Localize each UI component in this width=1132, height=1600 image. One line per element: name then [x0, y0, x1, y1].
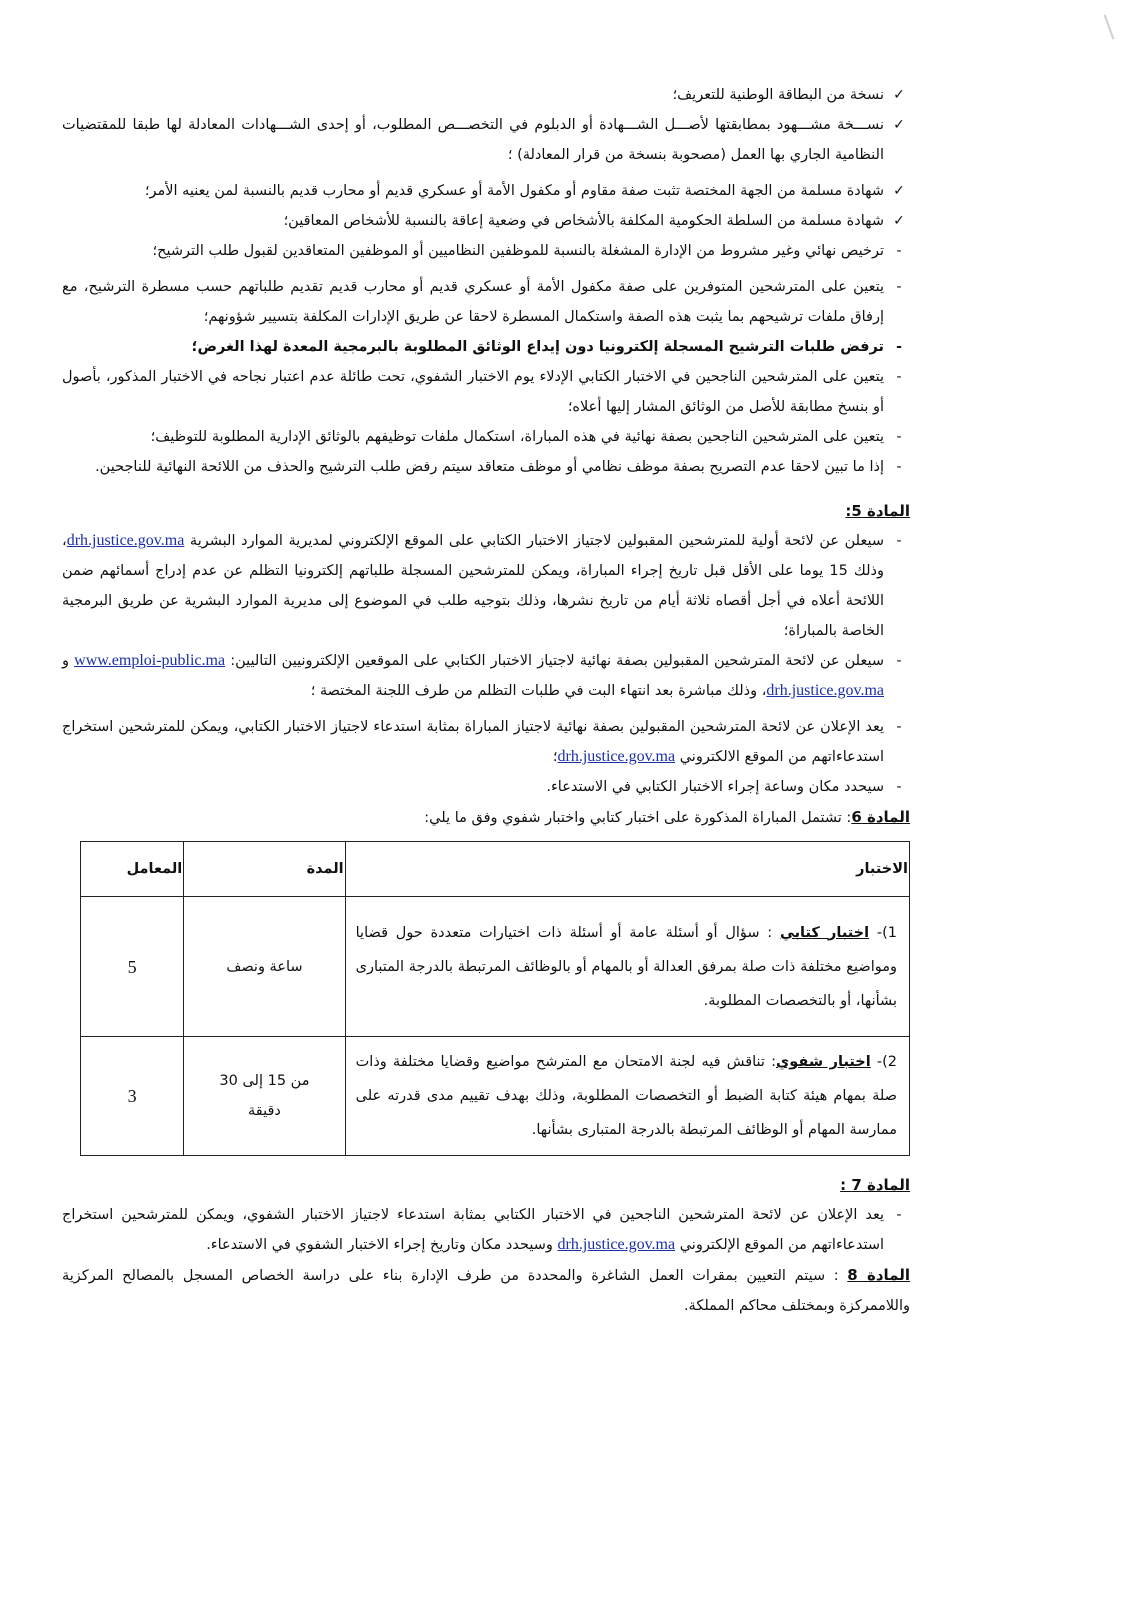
- list-item: [62, 206, 910, 236]
- list-item: [62, 110, 910, 170]
- exam-description: [345, 1037, 909, 1156]
- list-item-text: ، وذلك مباشرة بعد انتهاء البت في طلبات التظلم من طرف اللجنة المختصة ؛: [310, 683, 767, 699]
- dash-bullet: -: [896, 653, 902, 669]
- check-icon: ✓: [893, 87, 905, 103]
- article-7-list: [62, 1200, 910, 1260]
- table-row: [81, 897, 910, 1037]
- article-8-text: : سيتم التعيين بمقرات العمل الشاغرة والمحددة من طرف الإدارة بناء على دراسة الخصاص المسجل بالمصالح المركزية واللاممركزة وبمختلف محاكم المملكة.: [62, 1268, 910, 1314]
- list-item-text: سيعلن عن لائحة المترشحين المقبولين بصفة نهائية لاجتياز الاختبار الكتابي على الموقعين الإلكترونيين التاليين:: [230, 653, 884, 669]
- list-item: [62, 772, 910, 802]
- drh-website-link[interactable]: drh.justice.gov.ma: [66, 532, 185, 549]
- list-item-text: ؛: [552, 749, 558, 765]
- list-item: [62, 422, 910, 452]
- article-6-heading: المادة 6: [851, 808, 910, 826]
- dash-bullet: -: [896, 279, 902, 295]
- exam-description: [345, 897, 909, 1037]
- list-item-text: سيعلن عن لائحة أولية للمترشحين المقبولين لاجتياز الاختبار الكتابي على الموقع الإلكتروني لمديرية الموارد البشرية: [189, 533, 884, 549]
- list-item: [62, 80, 910, 110]
- list-item-text: وسيحدد مكان وتاريخ إجراء الاختبار الشفوي في الاستدعاء.: [206, 1237, 558, 1253]
- list-item-text: ترخيص نهائي وغير مشروط من الإدارة المشغلة بالنسبة للموظفين النظاميين أو الموظفين المتعاقدين لقبول طلب الترشيح؛: [152, 243, 884, 259]
- list-item-text: يعد الإعلان عن لائحة المترشحين المقبولين بصفة نهائية لاجتياز المباراة بمثابة استدعاء لاجتياز الاختبار الكتابي، ويمكن للمترشحين استخراج استدعاءاتهم من الموقع الالكتروني: [62, 719, 884, 765]
- list-item-text: ، وذلك 15 يوما على الأقل قبل تاريخ إجراء المباراة، ويمكن للمترشحين المسجلة طلباتهم إلكترونيا التظلم عن عدم إدراج أسمائهم ضمن اللائحة أعلاه في أجل أقصاه ثلاثة أيام من تاريخ نشرها، وذلك بتوجيه طلب في الموضوع إلى مديرية الموارد البشرية عن طريق البرمجية الخاصة بالمباراة؛: [62, 533, 884, 639]
- list-item: [62, 272, 910, 332]
- column-header-duration: المدة: [184, 842, 345, 897]
- list-item-text: يعد الإعلان عن لائحة المترشحين الناجحين في الاختبار الكتابي بمثابة استدعاء لاجتياز الاختبار الشفوي، ويمكن للمترشحين استخراج استدعاءاتهم من الموقع الإلكتروني: [62, 1207, 884, 1253]
- exam-coefficient: 5: [81, 897, 184, 1037]
- exam-title: اختبار كتابي: [779, 924, 870, 941]
- conjunction-text: و: [62, 653, 75, 669]
- list-item-text: سيحدد مكان وساعة إجراء الاختبار الكتابي في الاستدعاء.: [546, 779, 884, 795]
- page-corner-mark: [1104, 14, 1115, 39]
- article-7-heading: المادة 7 :: [840, 1176, 910, 1194]
- list-item: [62, 712, 910, 772]
- exam-number: 2)-: [876, 1054, 897, 1070]
- list-item-text: يتعين على المترشحين المتوفرين على صفة مكفول الأمة أو عسكري قديم أو محارب قديم تقديم طلباتهم حسب مسطرة الترشيح، مع إرفاق ملفات ترشيحهم بما يثبت هذه الصفة واستكمال المسطرة لاحقا عن طريق الإدارات المكلفة بتسيير شؤونهم؛: [62, 279, 884, 325]
- article-5-heading: المادة 5:: [845, 502, 910, 520]
- list-item-text: شهادة مسلمة من الجهة المختصة تثبت صفة مقاوم أو مكفول الأمة أو عسكري قديم أو محارب قديم بالنسبة لمن يعنيه الأمر؛: [144, 183, 884, 199]
- exam-text: : تناقش فيه لجنة الامتحان مع المترشح مواضيع وقضايا مختلفة وذات صلة بمهام هيئة كتابة الضبط أو التخصصات المطلوبة، وذلك بهدف تقييم مدى قدرته على ممارسة المهام أو الوظائف المرتبطة بالدرجة المتبارى بشأنها.: [355, 1054, 897, 1138]
- exam-number: 1)-: [876, 924, 897, 941]
- emploi-public-link[interactable]: www.emploi-public.ma: [74, 652, 226, 669]
- check-icon: ✓: [893, 183, 905, 199]
- list-item-text: يتعين على المترشحين الناجحين في الاختبار الكتابي الإدلاء يوم الاختبار الشفوي، تحت طائلة عدم اعتبار نجاحه في الاختبار المذكور، بأصول أو بنسخ مطابقة للأصل من الوثائق المشار إليها أعلاه؛: [62, 369, 884, 415]
- check-icon: ✓: [893, 117, 905, 133]
- drh-website-link[interactable]: drh.justice.gov.ma: [766, 682, 884, 699]
- exam-coefficient: 3: [81, 1037, 184, 1156]
- list-item: [62, 332, 910, 362]
- dash-bullet: -: [896, 459, 902, 475]
- list-item-text: نسخة من البطاقة الوطنية للتعريف؛: [672, 87, 884, 103]
- list-item: [62, 176, 910, 206]
- list-item-text: شهادة مسلمة من السلطة الحكومية المكلفة بالأشخاص في وضعية إعاقة بالنسبة للأشخاص المعاقين؛: [283, 213, 884, 229]
- dash-bullet: -: [896, 339, 902, 355]
- article-5-list: [62, 526, 910, 802]
- article-8-paragraph: [62, 1260, 910, 1321]
- article-6-paragraph: [62, 802, 910, 833]
- column-header-coefficient: المعامل: [81, 842, 184, 897]
- dash-bullet: -: [896, 779, 902, 795]
- dash-bullet: -: [896, 429, 902, 445]
- list-item: [62, 526, 910, 646]
- exam-table: [80, 841, 910, 1156]
- list-item-text: إذا ما تبين لاحقا عدم التصريح بصفة موظف نظامي أو موظف متعاقد سيتم رفض طلب الترشيح والحذف من اللائحة النهائية للناجحين.: [95, 459, 884, 475]
- list-item: [62, 236, 910, 266]
- list-item-text: يتعين على المترشحين الناجحين بصفة نهائية في هذه المباراة، استكمال ملفات توظيفهم بالوثائق الإدارية المطلوبة للتوظيف؛: [150, 429, 884, 445]
- article-6-text: : تشتمل المباراة المذكورة على اختبار كتابي واختبار شفوي وفق ما يلي:: [424, 810, 852, 826]
- column-header-exam: الاختبار: [345, 842, 909, 897]
- dash-bullet: -: [896, 533, 902, 549]
- table-row: [81, 1037, 910, 1156]
- article-8-heading: المادة 8: [847, 1266, 910, 1284]
- drh-website-link[interactable]: drh.justice.gov.ma: [557, 1236, 676, 1253]
- list-item: [62, 1200, 910, 1260]
- list-item-text: ترفض طلبات الترشيح المسجلة إلكترونيا دون إيداع الوثائق المطلوبة بالبرمجية المعدة لهذا الغرض؛: [191, 339, 884, 355]
- drh-website-link[interactable]: drh.justice.gov.ma: [557, 748, 676, 765]
- dash-bullet: -: [896, 719, 902, 735]
- list-item: [62, 646, 910, 706]
- conditions-list: [62, 236, 910, 482]
- exam-text: : سؤال أو أسئلة عامة أو أسئلة ذات اختيارات متعددة حول قضايا ومواضيع مختلفة ذات صلة بمرفق العدالة أو بالمهام أو بالوظائف المرتبطة بالدرجة المتبارى بشأنها، أو بالتخصصات المطلوبة.: [355, 924, 897, 1009]
- required-documents-list: [62, 80, 910, 236]
- list-item-text: نســـخة مشـــهود بمطابقتها لأصـــل الشـــهادة أو الدبلوم في التخصـــص المطلوب، أو إحدى الشـــهادات المعادلة لها طبقا للمقتضيات النظامية الجاري بها العمل (مصحوبة بنسخة من قرار المعادلة) ؛: [62, 117, 884, 163]
- dash-bullet: -: [896, 369, 902, 385]
- document-page: [62, 80, 910, 1321]
- exam-duration: من 15 إلى 30 دقيقة: [184, 1037, 345, 1156]
- exam-title: اختبار شفوي: [776, 1054, 871, 1070]
- dash-bullet: -: [896, 1207, 902, 1223]
- exam-duration: ساعة ونصف: [184, 897, 345, 1037]
- list-item: [62, 362, 910, 422]
- dash-bullet: -: [896, 243, 902, 259]
- table-header-row: [81, 842, 910, 897]
- check-icon: ✓: [893, 213, 905, 229]
- list-item: [62, 452, 910, 482]
